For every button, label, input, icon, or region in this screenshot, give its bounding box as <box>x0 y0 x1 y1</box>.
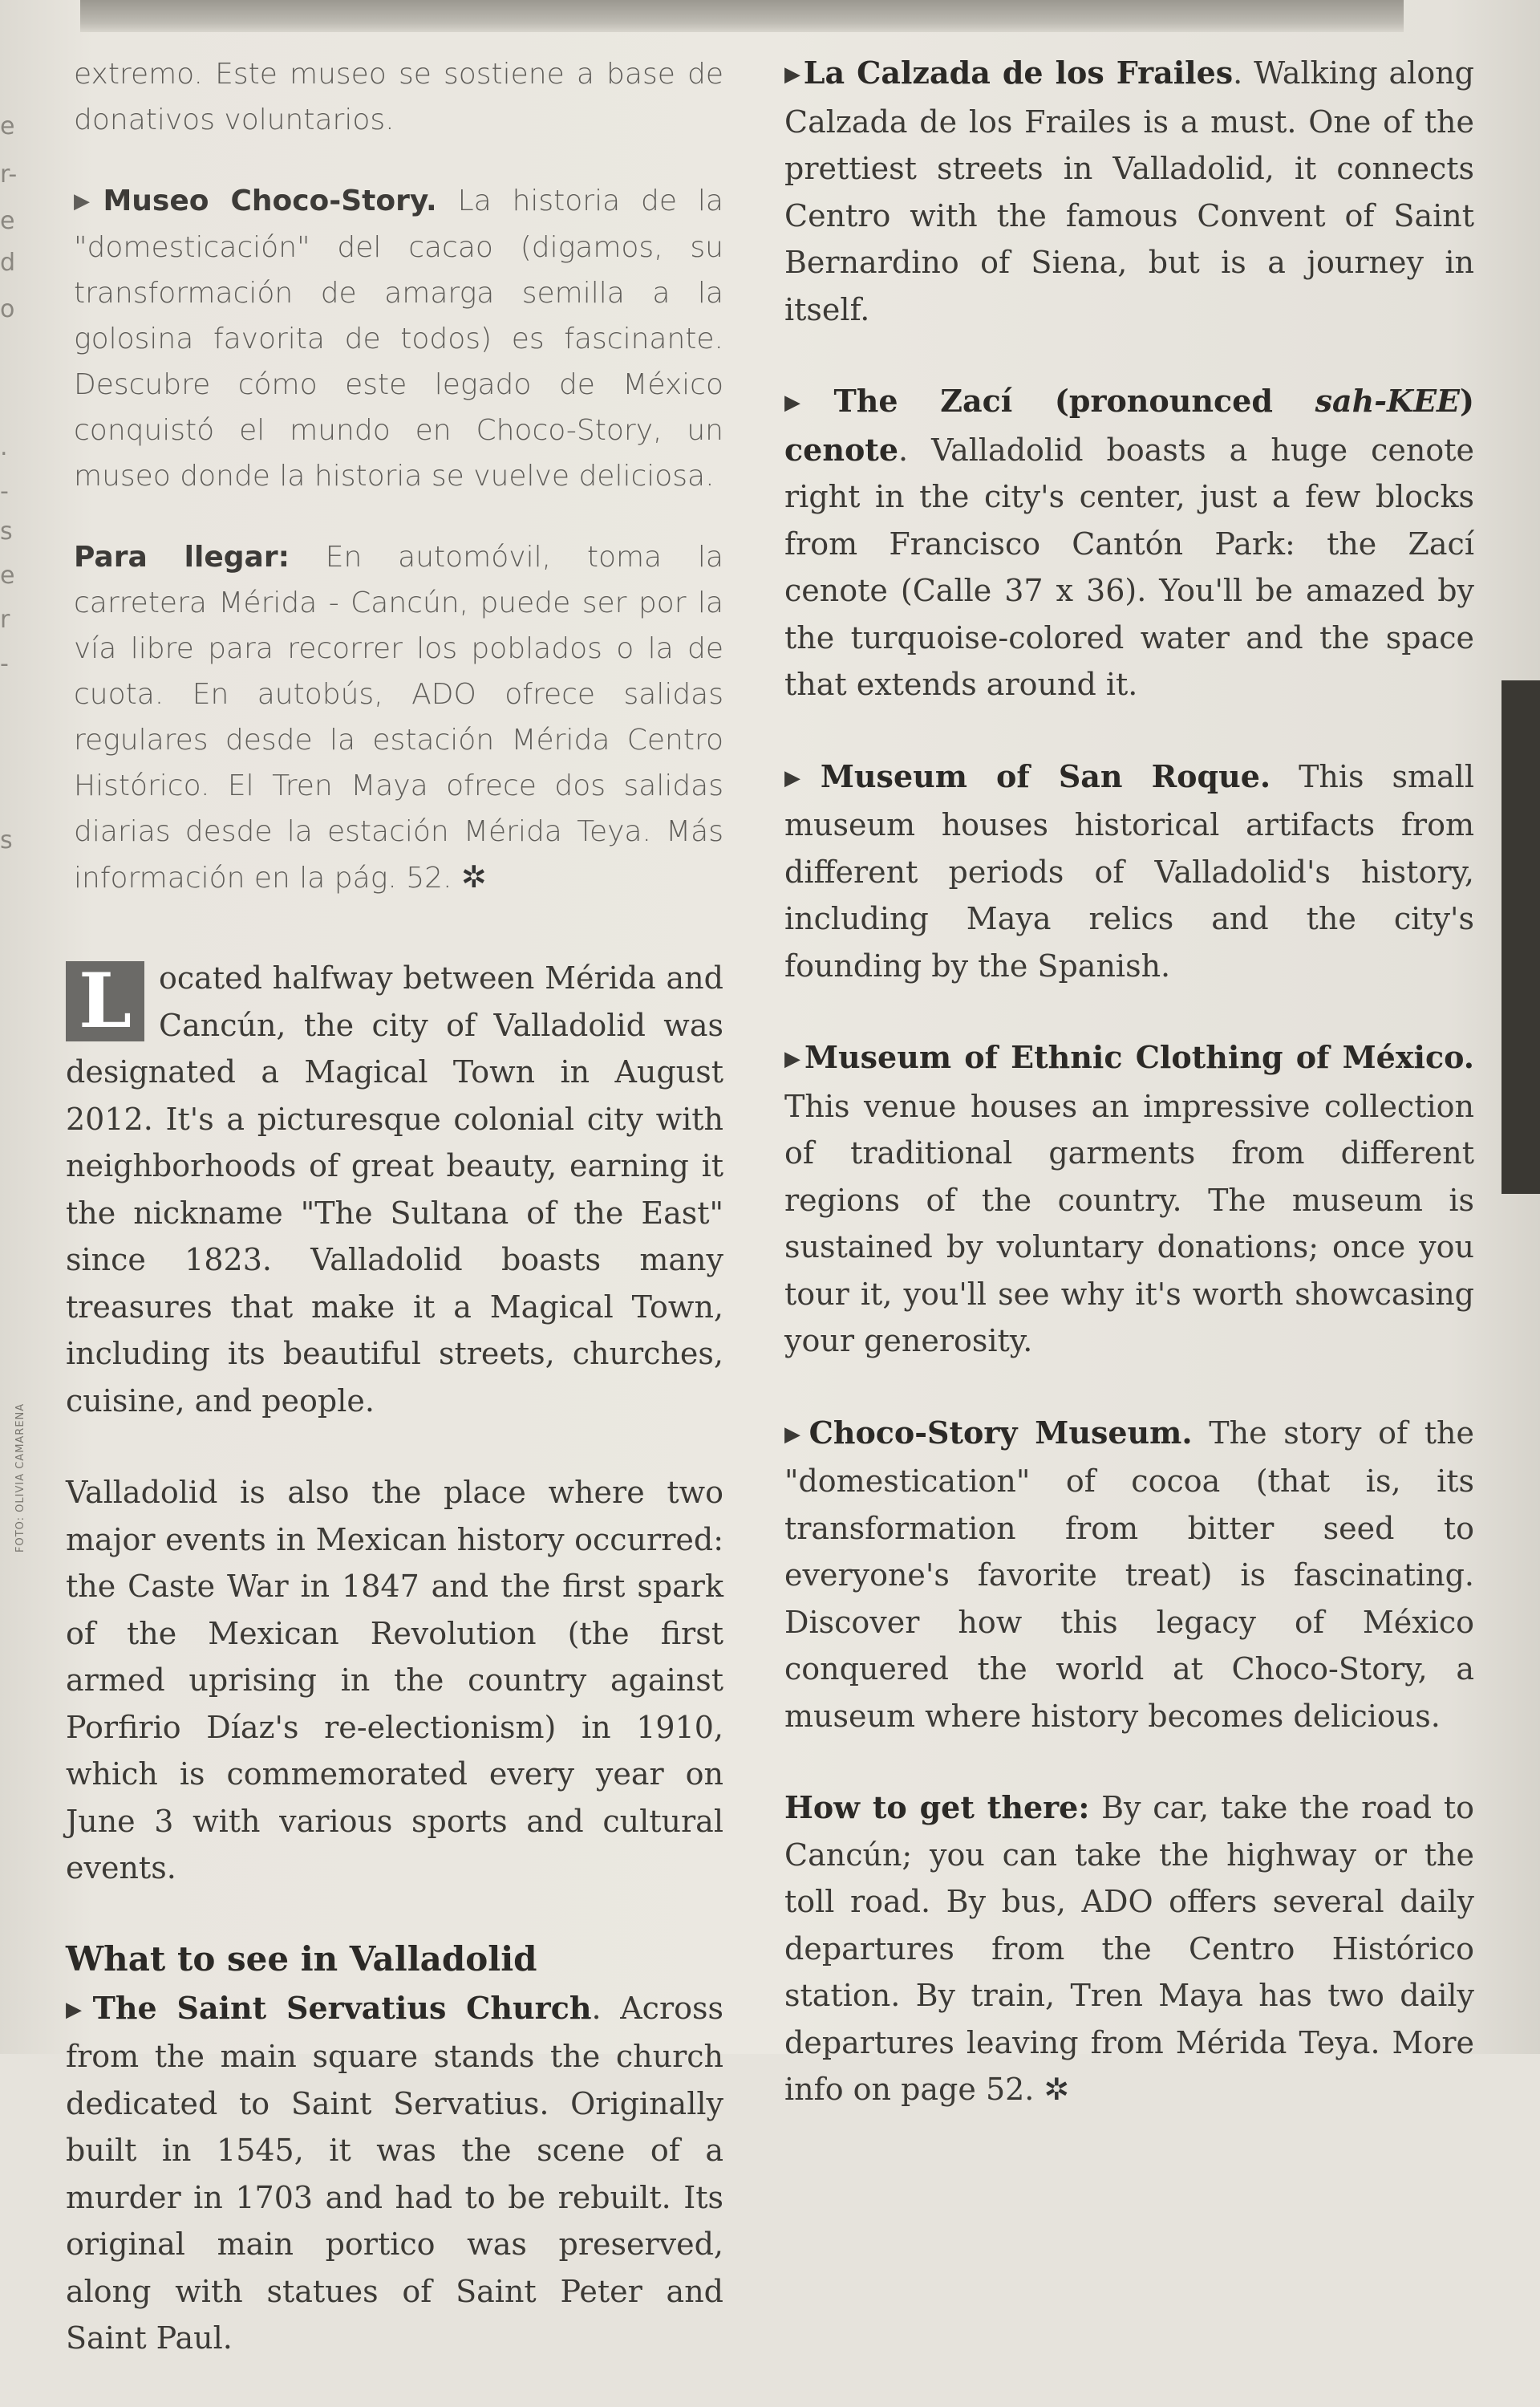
top-photo-strip <box>80 0 1404 32</box>
calzada-paragraph: ▶La Calzada de los Frailes. Walking along Calzada de los Frailes is a must. One of the prettiest streets in Valladolid, it connects Centro with the famous Convent of Saint Bernardino of Siena, but is a journey in itself. <box>784 55 1474 327</box>
choco-title: Choco-Story Museum. <box>808 1414 1193 1451</box>
spanish-choco-text: La historia de la "domesticación" del cacao (digamos, su transformación de amarga semilla a la golosina favorita de todos) es fascinante. Descubre cómo este legado de México conquistó el mundo en Choco-Story, un museo donde la historia se vuelve deliciosa. <box>74 185 723 493</box>
calzada-text: Walking along Calzada de los Frailes is a must. One of the prettiest streets in Valladolid, it connects Centro with the famous Convent of Saint Bernardino of Siena, but is a journey in itself. <box>784 55 1474 327</box>
english-left-column <box>66 955 723 2407</box>
edge-letter: - <box>0 477 9 505</box>
bullet-triangle-icon: ▶ <box>784 1047 803 1071</box>
bullet-triangle-icon: ▶ <box>784 765 819 790</box>
bullet-triangle-icon: ▶ <box>784 63 802 87</box>
end-mark-icon: ✲ <box>460 859 487 895</box>
zaci-paragraph: ▶The Zací (pronounced sah-KEE) cenote. Valladolid boasts a huge cenote right in the city's center, just a few blocks from Francisco Cantón Park: the Zací cenote (Calle 37 x 36). You'll be amazed by the turquoise-colored water and the space that extends around it. <box>784 383 1474 702</box>
spanish-arrival-text: En automóvil, toma la carretera Mérida - Cancún, puede ser por la vía libre para recorrer los poblados o la de cuota. En autobús, ADO ofrece salidas regulares desde la estación Mérida Centro Histórico. El Tren Maya ofrece dos salidas diarias desde la estación Mérida Teya. Más información en la pág. 52. <box>74 541 723 895</box>
edge-letter: s <box>0 826 13 854</box>
edge-letter: e <box>0 207 15 235</box>
bullet-triangle-icon: ▶ <box>784 1422 808 1447</box>
spanish-choco-title: Museo Choco-Story. <box>103 185 437 217</box>
zaci-title-part: The Zací (pronounced <box>833 383 1315 419</box>
san-roque-text: This small museum houses historical artifacts from different periods of Valladolid's history, including Maya relics and the city's founding by the Spanish. <box>784 758 1474 984</box>
bullet-triangle-icon: ▶ <box>66 1997 91 2022</box>
arrival-title: How to get there: <box>784 1789 1090 1825</box>
servatius-text: Across from the main square stands the church dedicated to Saint Servatius. Originally built in 1545, it was the scene of a murder in 1703 and had to be rebuilt. Its original main portico was preserved, along with statues of Saint Peter and Saint Paul. <box>66 1990 723 2356</box>
english-right-column <box>784 50 1474 2158</box>
choco-paragraph <box>784 1410 1474 1740</box>
arrival-paragraph <box>784 1784 1474 2113</box>
choco-text: The story of the "domestication" of cocoa (that is, its transformation from bitter seed to everyone's favorite treat) is fascinating. Discover how this legacy of México conquered the world at Choco-Story, a museum where history becomes delicious. <box>784 1415 1474 1734</box>
calzada-title: La Calzada de los Frailes <box>803 55 1234 91</box>
edge-letter: - <box>0 650 9 678</box>
english-history-paragraph: Valladolid is also the place where two major events in Mexican history occurred: the Caste War in 1847 and the first spark of the Mexican Revolution (the first armed uprising in the country against Porfirio Díaz's re-electionism) in 1910, which is commemorated every year on June 3 with various sports and cultural events. <box>66 1475 723 1885</box>
drop-cap: L <box>66 961 144 1041</box>
spanish-arrival <box>74 534 723 901</box>
ethnic-title: Museum of Ethnic Clothing of México. <box>804 1039 1474 1075</box>
english-lead-paragraph <box>66 955 723 1424</box>
bullet-triangle-icon: ▶ <box>784 391 833 415</box>
english-lead-text: ocated halfway between Mérida and Cancún, the city of Valladolid was designated a Magical Town in August 2012. It's a picturesque colonial city with neighborhoods of great beauty, earning it the nickname "The Sultana of the East" since 1823. Valladolid boasts many treasures that make it a Magical Town, including its beautiful streets, churches, cuisine, and people. <box>66 960 723 1419</box>
servatius-paragraph: ▶The Saint Servatius Church. Across from the main square stands the church dedicated to Saint Servatius. Originally built in 1545, it was the scene of a murder in 1703 and had to be rebuilt. Its original main portico was preserved, along with statues of Saint Peter and Saint Paul. <box>66 1989 723 2356</box>
ethnic-paragraph <box>784 1034 1474 1365</box>
edge-letter: o <box>0 295 15 323</box>
spanish-choco-story <box>74 178 723 499</box>
edge-letter: . <box>0 433 8 461</box>
section-heading: What to see in Valladolid <box>66 1938 537 1979</box>
san-roque-paragraph <box>784 753 1474 990</box>
edge-letter: s <box>0 518 13 546</box>
ethnic-text: This venue houses an impressive collection of traditional garments from different regions of the country. The museum is sustained by voluntary donations; once you tour it, you'll see why it's worth showcasing your generosity. <box>784 1088 1474 1358</box>
servatius-title: The Saint Servatius Church <box>92 1989 592 2026</box>
spanish-intro-tail: extremo. Este museo se sostiene a base de donativos voluntarios. <box>74 58 723 136</box>
edge-letter: r <box>0 606 10 634</box>
arrival-text: By car, take the road to Cancún; you can take the highway or the toll road. By bus, ADO offers several daily departures from the Centro Histórico station. By train, Tren Maya has two daily departures leaving from Mérida Teya. More info on page 52. <box>784 1790 1474 2107</box>
edge-letter: r- <box>0 160 18 189</box>
zaci-pronunciation: sah-KEE <box>1315 383 1460 419</box>
san-roque-title: Museum of San Roque. <box>820 757 1271 794</box>
end-mark-icon: ✲ <box>1044 2072 1070 2107</box>
adjacent-page-edge <box>0 0 24 2054</box>
zaci-text: Valladolid boasts a huge cenote right in the city's center, just a few blocks from Francisco Cantón Park: the Zací cenote (Calle 37 x 36). You'll be amazed by the turquoise-colored water and the space that extends around it. <box>784 432 1474 702</box>
spanish-column <box>74 51 723 936</box>
zaci-title-part: ) cenote <box>784 383 1474 468</box>
edge-letter: e <box>0 562 15 590</box>
edge-letter: d <box>0 249 16 277</box>
edge-letter: e <box>0 112 15 140</box>
page-edge-tab <box>1502 680 1540 1194</box>
spanish-arrival-title: Para llegar: <box>74 541 290 574</box>
bullet-triangle-icon: ▶ <box>74 189 102 213</box>
photo-credit: FOTO: OLIVIA CAMARENA <box>14 1402 26 1553</box>
